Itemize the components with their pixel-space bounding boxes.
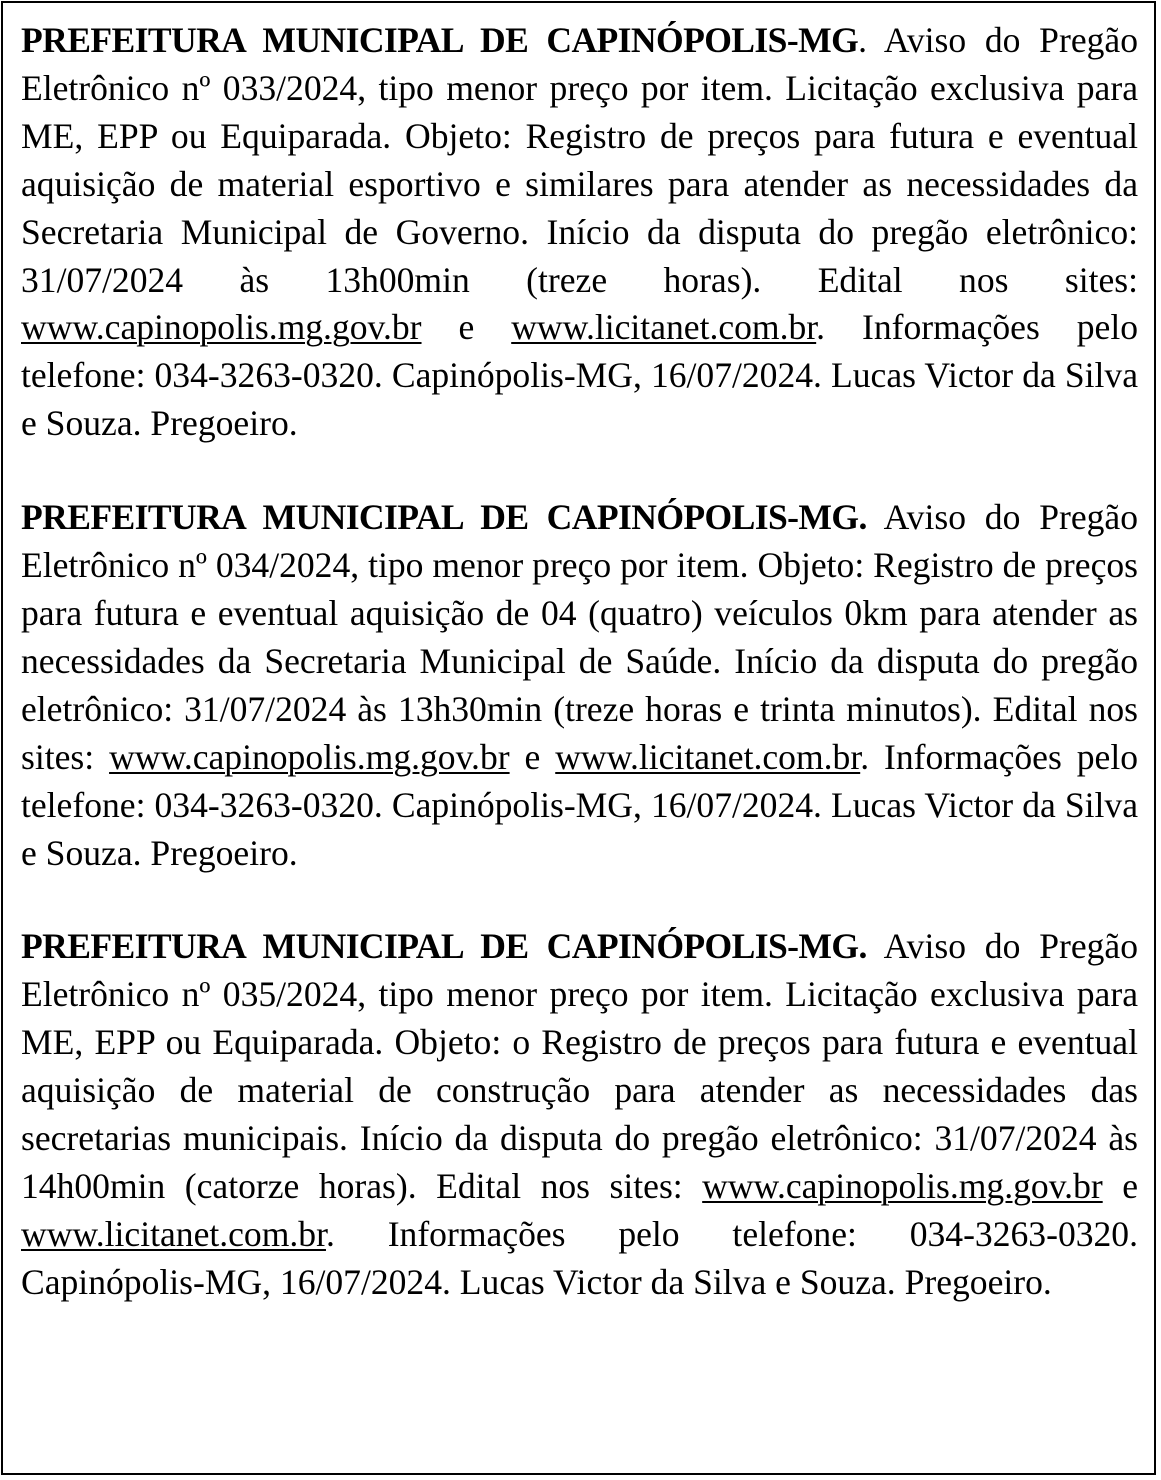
- notice-035: [21, 923, 1138, 1306]
- notice-org-name: PREFEITURA MUNICIPAL DE CAPINÓPOLIS-MG.: [21, 497, 867, 538]
- capinopolis-site-link[interactable]: www.capinopolis.mg.gov.br: [702, 1165, 1103, 1206]
- notice-body: Aviso do Pregão Eletrônico nº 034/2024, tipo menor preço por item. Objeto: Registro de preços para futura e eventual aquisição de 04 (quatro) veículos 0km para atender as necessidades da Secretaria Municipal de Saúde. Início da disputa do pregão eletrônico: 31/07/2024 às 13h30min (treze horas e trinta minutos). Edital nos sites:: [21, 497, 1138, 777]
- notice-connector: e: [1102, 1165, 1138, 1206]
- capinopolis-site-link[interactable]: www.capinopolis.mg.gov.br: [109, 736, 510, 777]
- notice-body: Aviso do Pregão Eletrônico nº 035/2024, tipo menor preço por item. Licitação exclusiva para ME, EPP ou Equiparada. Objeto: o Registro de preços para futura e eventual aquisição de material de construção para atender as necessidades das secretarias municipais. Início da disputa do pregão eletrônico: 31/07/2024 às 14h00min (catorze horas). Edital nos sites:: [21, 926, 1138, 1206]
- notice-034: [21, 494, 1138, 877]
- notice-body: Aviso do Pregão Eletrônico nº 033/2024, tipo menor preço por item. Licitação exclusiva para ME, EPP ou Equiparada. Objeto: Registro de preços para futura e eventual aquisição de material esportivo e similares para atender as necessidades da Secretaria Municipal de Governo. Início da disputa do pregão eletrônico: 31/07/2024 às 13h00min (treze horas). Edital nos sites:: [21, 20, 1138, 300]
- notice-frame: [1, 1, 1156, 1475]
- notice-contact: . Informações pelo telefone: 034-3263-0320. Capinópolis-MG, 16/07/2024. Lucas Victor da Silva e Souza. Pregoeiro.: [21, 307, 1138, 444]
- notice-033: [21, 17, 1138, 448]
- notice-connector: e: [421, 307, 512, 348]
- capinopolis-site-link[interactable]: www.capinopolis.mg.gov.br: [21, 307, 422, 348]
- notice-connector: e: [509, 736, 556, 777]
- notice-contact: . Informações pelo telefone: 034-3263-0320. Capinópolis-MG, 16/07/2024. Lucas Victor da Silva e Souza. Pregoeiro.: [21, 736, 1138, 873]
- notice-org-punct: .: [858, 20, 868, 60]
- notice-org-name: PREFEITURA MUNICIPAL DE CAPINÓPOLIS-MG.: [21, 926, 867, 967]
- licitanet-site-link[interactable]: www.licitanet.com.br: [555, 736, 861, 777]
- notice-org-name: PREFEITURA MUNICIPAL DE CAPINÓPOLIS-MG: [21, 20, 859, 60]
- notice-contact: . Informações pelo telefone: 034-3263-0320. Capinópolis-MG, 16/07/2024. Lucas Victor da Silva e Souza. Pregoeiro.: [21, 1213, 1138, 1302]
- licitanet-site-link[interactable]: www.licitanet.com.br: [511, 307, 817, 348]
- licitanet-site-link[interactable]: www.licitanet.com.br: [21, 1213, 326, 1254]
